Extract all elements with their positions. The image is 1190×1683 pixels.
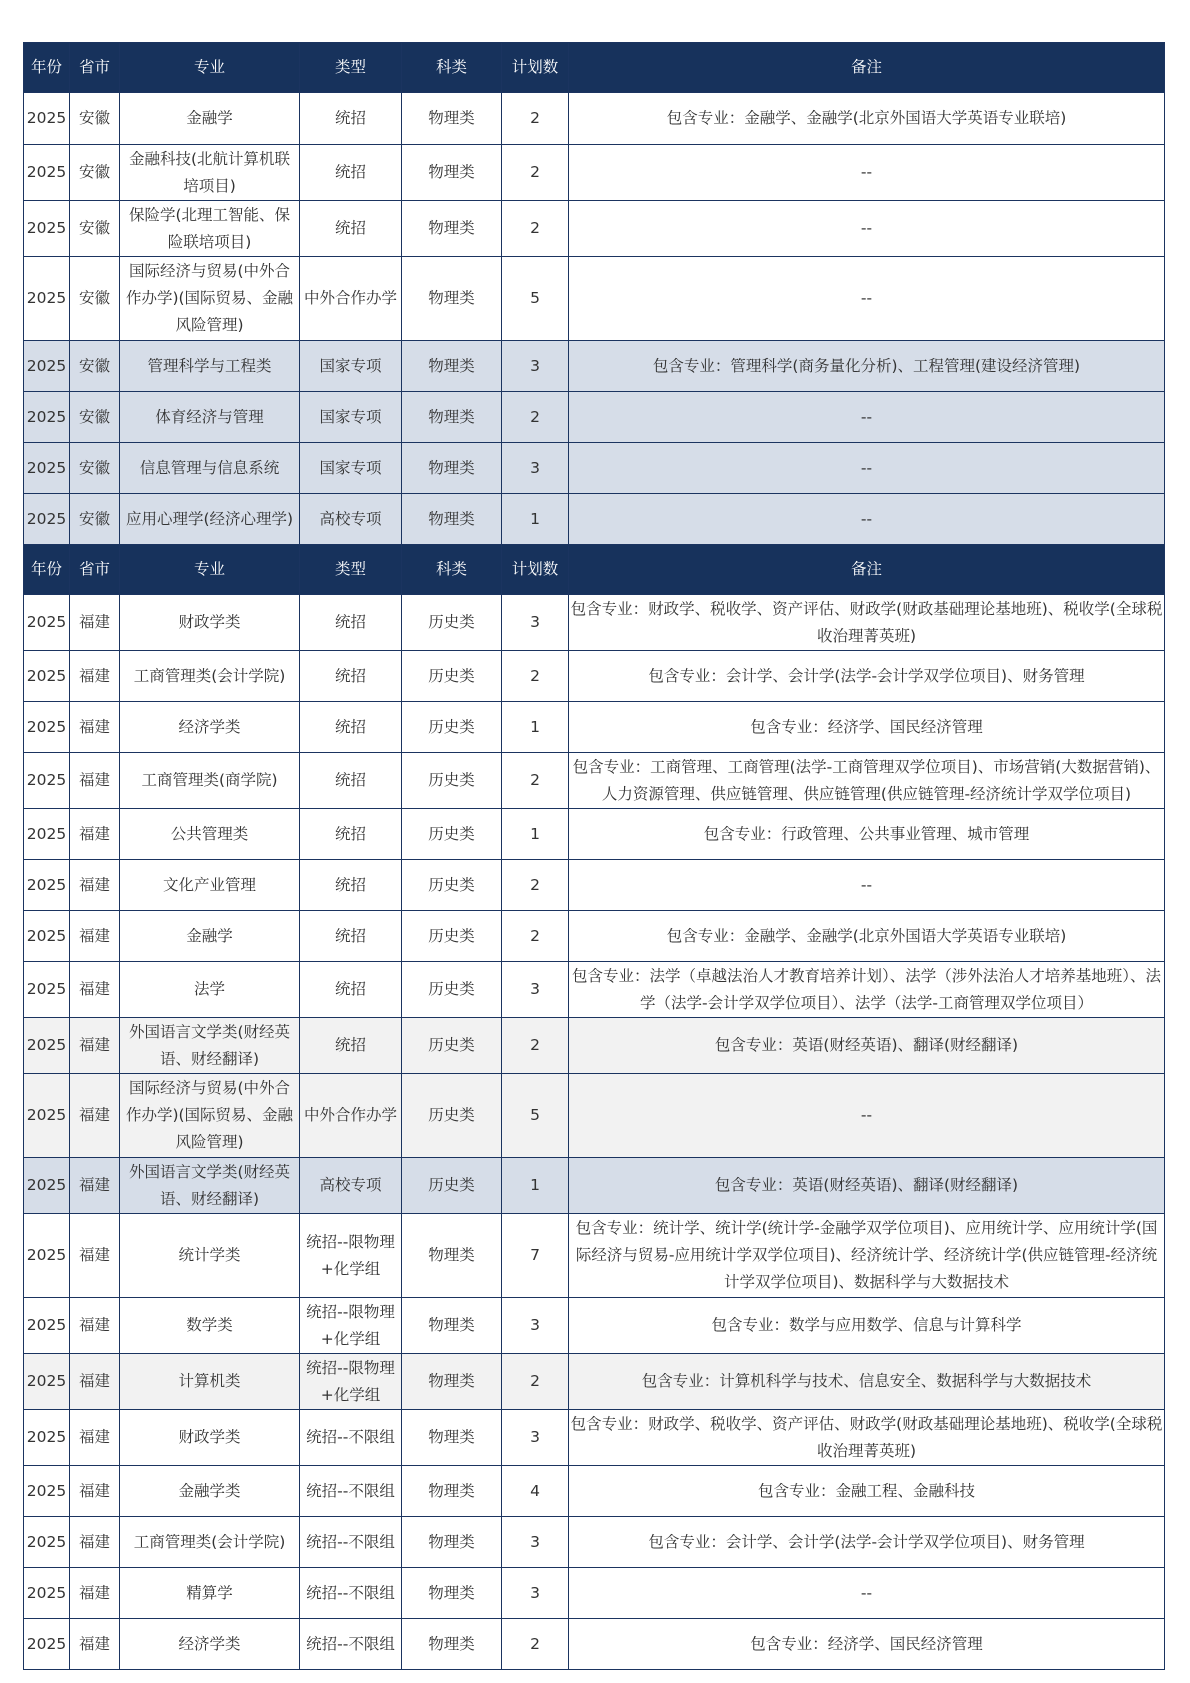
table-row — [24, 145, 1165, 201]
subject-cell: 历史类 — [402, 1018, 502, 1074]
plan-cell: 3 — [502, 1298, 569, 1354]
type-cell: 高校专项 — [300, 1158, 402, 1214]
plan-cell: 1 — [502, 494, 569, 545]
province-header: 省市 — [70, 43, 120, 93]
subject-cell: 历史类 — [402, 651, 502, 702]
table-row — [24, 911, 1165, 962]
plan-cell: 1 — [502, 702, 569, 753]
type-cell: 统招 — [300, 962, 402, 1018]
note-cell: 包含专业：金融工程、金融科技 — [569, 1466, 1165, 1517]
subject-cell: 物理类 — [402, 1354, 502, 1410]
major-cell: 外国语言文学类(财经英语、财经翻译) — [120, 1018, 300, 1074]
note-cell: -- — [569, 201, 1165, 257]
major-cell: 财政学类 — [120, 595, 300, 651]
type-cell: 统招--不限组 — [300, 1517, 402, 1568]
province-cell: 福建 — [70, 860, 120, 911]
province-cell: 福建 — [70, 702, 120, 753]
plan-cell: 2 — [502, 651, 569, 702]
province-cell: 福建 — [70, 1158, 120, 1214]
subject-cell: 物理类 — [402, 145, 502, 201]
major-cell: 公共管理类 — [120, 809, 300, 860]
major-cell: 计算机类 — [120, 1354, 300, 1410]
major-cell: 工商管理类(会计学院) — [120, 651, 300, 702]
type-cell: 统招 — [300, 911, 402, 962]
plan-header: 计划数 — [502, 43, 569, 93]
note-header: 备注 — [569, 545, 1165, 595]
province-cell: 安徽 — [70, 443, 120, 494]
note-cell: -- — [569, 860, 1165, 911]
plan-cell: 2 — [502, 860, 569, 911]
note-header: 备注 — [569, 43, 1165, 93]
note-cell: 包含专业：经济学、国民经济管理 — [569, 1619, 1165, 1670]
major-cell: 管理科学与工程类 — [120, 341, 300, 392]
plan-cell: 3 — [502, 1517, 569, 1568]
table-row — [24, 1074, 1165, 1158]
table-row — [24, 443, 1165, 494]
major-cell: 外国语言文学类(财经英语、财经翻译) — [120, 1158, 300, 1214]
major-cell: 工商管理类(商学院) — [120, 753, 300, 809]
table-row — [24, 494, 1165, 545]
province-cell: 福建 — [70, 962, 120, 1018]
major-cell: 金融学类 — [120, 1466, 300, 1517]
major-cell: 金融学 — [120, 93, 300, 145]
table-row — [24, 1298, 1165, 1354]
type-cell: 国家专项 — [300, 341, 402, 392]
plan-cell: 7 — [502, 1214, 569, 1298]
year-cell: 2025 — [24, 1466, 70, 1517]
year-cell: 2025 — [24, 201, 70, 257]
subject-cell: 物理类 — [402, 1517, 502, 1568]
note-cell: -- — [569, 392, 1165, 443]
table-row — [24, 1517, 1165, 1568]
plan-cell: 3 — [502, 443, 569, 494]
year-cell: 2025 — [24, 860, 70, 911]
year-cell: 2025 — [24, 1517, 70, 1568]
table-row — [24, 1619, 1165, 1670]
province-cell: 福建 — [70, 1466, 120, 1517]
year-cell: 2025 — [24, 1018, 70, 1074]
major-cell: 工商管理类(会计学院) — [120, 1517, 300, 1568]
subject-cell: 历史类 — [402, 809, 502, 860]
note-cell: 包含专业：法学（卓越法治人才教育培养计划）、法学（涉外法治人才培养基地班）、法学（法学-会计学双学位项目）、法学（法学-工商管理双学位项目） — [569, 962, 1165, 1018]
type-cell: 中外合作办学 — [300, 257, 402, 341]
note-cell: -- — [569, 257, 1165, 341]
major-cell: 财政学类 — [120, 1410, 300, 1466]
province-cell: 安徽 — [70, 392, 120, 443]
province-cell: 福建 — [70, 1074, 120, 1158]
province-cell: 安徽 — [70, 257, 120, 341]
note-cell: 包含专业：金融学、金融学(北京外国语大学英语专业联培) — [569, 911, 1165, 962]
plan-cell: 5 — [502, 1074, 569, 1158]
year-header: 年份 — [24, 545, 70, 595]
note-cell: -- — [569, 1568, 1165, 1619]
note-cell: 包含专业：财政学、税收学、资产评估、财政学(财政基础理论基地班)、税收学(全球税收治理菁英班) — [569, 595, 1165, 651]
plan-cell: 4 — [502, 1466, 569, 1517]
table-row — [24, 1568, 1165, 1619]
subject-cell: 物理类 — [402, 201, 502, 257]
type-cell: 国家专项 — [300, 443, 402, 494]
note-cell: 包含专业：行政管理、公共事业管理、城市管理 — [569, 809, 1165, 860]
note-cell: 包含专业：管理科学(商务量化分析)、工程管理(建设经济管理) — [569, 341, 1165, 392]
note-cell: 包含专业：工商管理、工商管理(法学-工商管理双学位项目)、市场营销(大数据营销)、人力资源管理、供应链管理、供应链管理(供应链管理-经济统计学双学位项目) — [569, 753, 1165, 809]
year-cell: 2025 — [24, 1619, 70, 1670]
note-cell: 包含专业：英语(财经英语)、翻译(财经翻译) — [569, 1018, 1165, 1074]
year-cell: 2025 — [24, 1410, 70, 1466]
table-row — [24, 809, 1165, 860]
table-row — [24, 1354, 1165, 1410]
note-cell: 包含专业：会计学、会计学(法学-会计学双学位项目)、财务管理 — [569, 1517, 1165, 1568]
table-row — [24, 257, 1165, 341]
province-header: 省市 — [70, 545, 120, 595]
year-cell: 2025 — [24, 1074, 70, 1158]
province-cell: 福建 — [70, 911, 120, 962]
subject-cell: 物理类 — [402, 1466, 502, 1517]
note-cell: 包含专业：财政学、税收学、资产评估、财政学(财政基础理论基地班)、税收学(全球税收治理菁英班) — [569, 1410, 1165, 1466]
subject-cell: 历史类 — [402, 1074, 502, 1158]
province-cell: 安徽 — [70, 341, 120, 392]
major-cell: 国际经济与贸易(中外合作办学)(国际贸易、金融风险管理) — [120, 257, 300, 341]
province-cell: 安徽 — [70, 494, 120, 545]
year-cell: 2025 — [24, 443, 70, 494]
province-cell: 福建 — [70, 1298, 120, 1354]
year-cell: 2025 — [24, 595, 70, 651]
major-cell: 体育经济与管理 — [120, 392, 300, 443]
subject-cell: 物理类 — [402, 1298, 502, 1354]
year-cell: 2025 — [24, 1568, 70, 1619]
table-body — [24, 43, 1165, 1670]
subject-cell: 物理类 — [402, 1410, 502, 1466]
year-cell: 2025 — [24, 257, 70, 341]
type-cell: 统招 — [300, 201, 402, 257]
plan-cell: 2 — [502, 911, 569, 962]
major-cell: 金融科技(北航计算机联培项目) — [120, 145, 300, 201]
type-cell: 中外合作办学 — [300, 1074, 402, 1158]
plan-cell: 1 — [502, 809, 569, 860]
year-cell: 2025 — [24, 651, 70, 702]
note-cell: -- — [569, 145, 1165, 201]
subject-cell: 历史类 — [402, 595, 502, 651]
year-cell: 2025 — [24, 392, 70, 443]
type-cell: 高校专项 — [300, 494, 402, 545]
year-cell: 2025 — [24, 962, 70, 1018]
type-cell: 统招 — [300, 1018, 402, 1074]
year-cell: 2025 — [24, 93, 70, 145]
major-cell: 金融学 — [120, 911, 300, 962]
province-cell: 福建 — [70, 1619, 120, 1670]
table-row — [24, 860, 1165, 911]
table-row — [24, 1410, 1165, 1466]
type-cell: 统招--不限组 — [300, 1466, 402, 1517]
note-cell: -- — [569, 494, 1165, 545]
table-row — [24, 753, 1165, 809]
year-cell: 2025 — [24, 145, 70, 201]
plan-cell: 2 — [502, 93, 569, 145]
plan-cell: 3 — [502, 1410, 569, 1466]
province-cell: 安徽 — [70, 201, 120, 257]
province-cell: 福建 — [70, 1214, 120, 1298]
table-row — [24, 595, 1165, 651]
type-cell: 统招--限物理+化学组 — [300, 1354, 402, 1410]
note-cell: -- — [569, 1074, 1165, 1158]
year-cell: 2025 — [24, 1158, 70, 1214]
major-header: 专业 — [120, 43, 300, 93]
major-cell: 数学类 — [120, 1298, 300, 1354]
type-header: 类型 — [300, 43, 402, 93]
plan-cell: 1 — [502, 1158, 569, 1214]
major-cell: 经济学类 — [120, 1619, 300, 1670]
major-header: 专业 — [120, 545, 300, 595]
subject-header: 科类 — [402, 43, 502, 93]
major-cell: 应用心理学(经济心理学) — [120, 494, 300, 545]
year-cell: 2025 — [24, 753, 70, 809]
type-cell: 统招--限物理+化学组 — [300, 1214, 402, 1298]
type-cell: 统招 — [300, 702, 402, 753]
note-cell: 包含专业：金融学、金融学(北京外国语大学英语专业联培) — [569, 93, 1165, 145]
plan-cell: 2 — [502, 1354, 569, 1410]
table-row — [24, 341, 1165, 392]
note-cell: 包含专业：会计学、会计学(法学-会计学双学位项目)、财务管理 — [569, 651, 1165, 702]
year-cell: 2025 — [24, 341, 70, 392]
table-row — [24, 201, 1165, 257]
major-cell: 精算学 — [120, 1568, 300, 1619]
type-cell: 统招--不限组 — [300, 1568, 402, 1619]
major-cell: 经济学类 — [120, 702, 300, 753]
year-cell: 2025 — [24, 494, 70, 545]
major-cell: 保险学(北理工智能、保险联培项目) — [120, 201, 300, 257]
table-row — [24, 93, 1165, 145]
table-row — [24, 962, 1165, 1018]
table-row — [24, 651, 1165, 702]
table-row — [24, 1466, 1165, 1517]
subject-cell: 物理类 — [402, 494, 502, 545]
table-header-row — [24, 43, 1165, 93]
province-cell: 安徽 — [70, 93, 120, 145]
province-cell: 安徽 — [70, 145, 120, 201]
table-row — [24, 702, 1165, 753]
subject-cell: 物理类 — [402, 1214, 502, 1298]
type-cell: 统招 — [300, 93, 402, 145]
type-cell: 统招 — [300, 809, 402, 860]
year-cell: 2025 — [24, 702, 70, 753]
type-cell: 统招--不限组 — [300, 1619, 402, 1670]
note-cell: 包含专业：统计学、统计学(统计学-金融学双学位项目)、应用统计学、应用统计学(国际经济与贸易-应用统计学双学位项目)、经济统计学、经济统计学(供应链管理-经济统计学双学位项目)、数据科学与大数据技术 — [569, 1214, 1165, 1298]
major-cell: 国际经济与贸易(中外合作办学)(国际贸易、金融风险管理) — [120, 1074, 300, 1158]
subject-cell: 物理类 — [402, 257, 502, 341]
enrollment-plan-table — [23, 42, 1165, 1670]
plan-cell: 3 — [502, 962, 569, 1018]
note-cell: 包含专业：数学与应用数学、信息与计算科学 — [569, 1298, 1165, 1354]
plan-cell: 2 — [502, 392, 569, 443]
note-cell: 包含专业：英语(财经英语)、翻译(财经翻译) — [569, 1158, 1165, 1214]
type-cell: 统招 — [300, 651, 402, 702]
table-header-row — [24, 545, 1165, 595]
year-cell: 2025 — [24, 1214, 70, 1298]
year-cell: 2025 — [24, 911, 70, 962]
province-cell: 福建 — [70, 1568, 120, 1619]
plan-cell: 2 — [502, 1018, 569, 1074]
subject-cell: 历史类 — [402, 962, 502, 1018]
plan-cell: 2 — [502, 145, 569, 201]
province-cell: 福建 — [70, 1018, 120, 1074]
type-cell: 统招--不限组 — [300, 1410, 402, 1466]
major-cell: 信息管理与信息系统 — [120, 443, 300, 494]
major-cell: 法学 — [120, 962, 300, 1018]
plan-cell: 3 — [502, 341, 569, 392]
note-cell: 包含专业：计算机科学与技术、信息安全、数据科学与大数据技术 — [569, 1354, 1165, 1410]
type-cell: 国家专项 — [300, 392, 402, 443]
subject-cell: 物理类 — [402, 1568, 502, 1619]
plan-header: 计划数 — [502, 545, 569, 595]
note-cell: 包含专业：经济学、国民经济管理 — [569, 702, 1165, 753]
subject-header: 科类 — [402, 545, 502, 595]
subject-cell: 物理类 — [402, 392, 502, 443]
province-cell: 福建 — [70, 1354, 120, 1410]
table-row — [24, 1214, 1165, 1298]
province-cell: 福建 — [70, 651, 120, 702]
subject-cell: 历史类 — [402, 753, 502, 809]
plan-cell: 5 — [502, 257, 569, 341]
type-cell: 统招 — [300, 595, 402, 651]
plan-cell: 2 — [502, 201, 569, 257]
province-cell: 福建 — [70, 1410, 120, 1466]
plan-cell: 2 — [502, 753, 569, 809]
plan-cell: 2 — [502, 1619, 569, 1670]
province-cell: 福建 — [70, 595, 120, 651]
subject-cell: 物理类 — [402, 341, 502, 392]
plan-cell: 3 — [502, 595, 569, 651]
year-cell: 2025 — [24, 1298, 70, 1354]
subject-cell: 历史类 — [402, 1158, 502, 1214]
type-header: 类型 — [300, 545, 402, 595]
province-cell: 福建 — [70, 809, 120, 860]
subject-cell: 物理类 — [402, 1619, 502, 1670]
subject-cell: 物理类 — [402, 93, 502, 145]
subject-cell: 历史类 — [402, 911, 502, 962]
table-row — [24, 392, 1165, 443]
major-cell: 统计学类 — [120, 1214, 300, 1298]
plan-cell: 3 — [502, 1568, 569, 1619]
subject-cell: 历史类 — [402, 702, 502, 753]
type-cell: 统招 — [300, 860, 402, 911]
type-cell: 统招--限物理+化学组 — [300, 1298, 402, 1354]
major-cell: 文化产业管理 — [120, 860, 300, 911]
table-row — [24, 1018, 1165, 1074]
year-cell: 2025 — [24, 1354, 70, 1410]
type-cell: 统招 — [300, 753, 402, 809]
year-header: 年份 — [24, 43, 70, 93]
subject-cell: 历史类 — [402, 860, 502, 911]
province-cell: 福建 — [70, 1517, 120, 1568]
note-cell: -- — [569, 443, 1165, 494]
table-row — [24, 1158, 1165, 1214]
year-cell: 2025 — [24, 809, 70, 860]
type-cell: 统招 — [300, 145, 402, 201]
province-cell: 福建 — [70, 753, 120, 809]
subject-cell: 物理类 — [402, 443, 502, 494]
